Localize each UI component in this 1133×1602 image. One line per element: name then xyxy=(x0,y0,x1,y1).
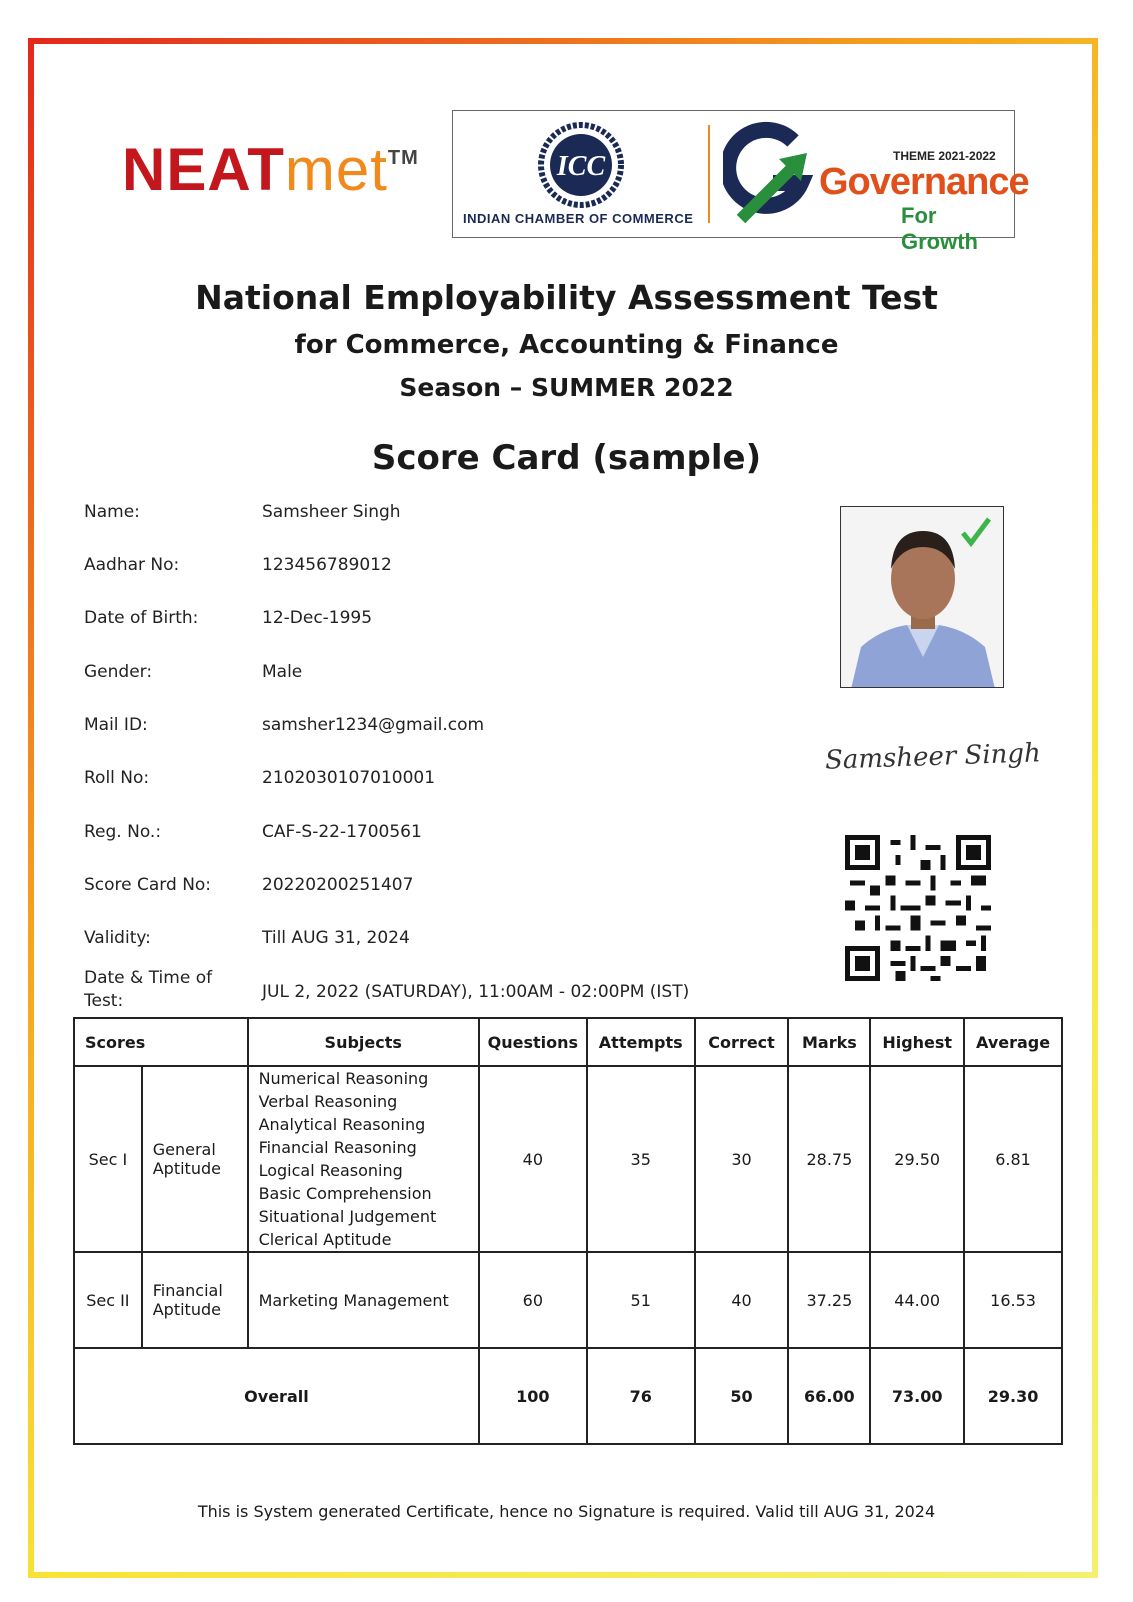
icc-emblem-icon xyxy=(537,121,625,209)
section-name: Financial Aptitude xyxy=(142,1252,248,1348)
test-time-label-2: Test: xyxy=(84,991,124,1011)
subject-item: Analytical Reasoning xyxy=(258,1115,426,1134)
subject-list xyxy=(248,1066,479,1252)
marks-cell: 28.75 xyxy=(788,1066,870,1252)
logo-part-neat: NEAT xyxy=(122,136,285,203)
page-title: National Employability Assessment Test xyxy=(195,278,938,317)
overall-attempts: 76 xyxy=(587,1348,695,1444)
scorecard-no-value: 20220200251407 xyxy=(262,875,414,895)
table-row xyxy=(74,1066,1062,1252)
roll-value: 2102030107010001 xyxy=(262,768,436,788)
logo-part-met: met xyxy=(284,136,388,203)
overall-questions: 100 xyxy=(479,1348,587,1444)
header-marks: Marks xyxy=(788,1018,870,1066)
mail-label: Mail ID: xyxy=(84,715,148,735)
header-highest: Highest xyxy=(870,1018,964,1066)
subject-item: Clerical Aptitude xyxy=(258,1230,392,1249)
header-scores: Scores xyxy=(74,1018,248,1066)
table-header-row xyxy=(74,1018,1062,1066)
section-name: General Aptitude xyxy=(142,1066,248,1252)
subject-item: Verbal Reasoning xyxy=(258,1092,398,1111)
candidate-signature: Samsheer Singh xyxy=(824,738,1042,776)
governance-label: Governance xyxy=(819,161,1029,203)
governance-g-arrow-icon xyxy=(723,119,817,227)
subject-item: Basic Comprehension xyxy=(258,1184,432,1203)
header-questions: Questions xyxy=(479,1018,587,1066)
questions-cell: 40 xyxy=(479,1066,587,1252)
overall-row xyxy=(74,1348,1062,1444)
overall-highest: 73.00 xyxy=(870,1348,964,1444)
icc-name: INDIAN CHAMBER OF COMMERCE xyxy=(463,211,694,226)
subject-item: Marketing Management xyxy=(258,1290,449,1310)
header-average: Average xyxy=(964,1018,1062,1066)
score-table xyxy=(73,1017,1063,1445)
for-growth-label: For Growth xyxy=(901,203,978,254)
section-id: Sec I xyxy=(74,1066,142,1252)
scorecard-no-label: Score Card No: xyxy=(84,875,212,895)
footer-note: This is System generated Certificate, hence no Signature is required. Valid till AUG 31, 2024 xyxy=(197,1502,936,1521)
subject-item: Logical Reasoning xyxy=(258,1161,403,1180)
header-subjects: Subjects xyxy=(248,1018,479,1066)
gender-label: Gender: xyxy=(84,662,153,682)
overall-label: Overall xyxy=(74,1348,479,1444)
header-correct: Correct xyxy=(695,1018,789,1066)
correct-cell: 30 xyxy=(695,1066,789,1252)
subject-item: Situational Judgement xyxy=(258,1207,437,1226)
partner-logo-box xyxy=(452,110,1029,254)
mail-value: samsher1234@gmail.com xyxy=(262,715,485,735)
section-id: Sec II xyxy=(74,1252,142,1348)
qr-code-icon xyxy=(845,835,991,981)
aadhar-label: Aadhar No: xyxy=(84,555,180,575)
page-subtitle: for Commerce, Accounting & Finance xyxy=(294,330,839,360)
marks-cell: 37.25 xyxy=(788,1252,870,1348)
aadhar-value: 123456789012 xyxy=(262,555,392,575)
subject-item: Numerical Reasoning xyxy=(258,1069,429,1088)
icc-emblem-text: ICC xyxy=(556,151,606,182)
partner-divider xyxy=(708,125,710,223)
overall-marks: 66.00 xyxy=(788,1348,870,1444)
dob-label: Date of Birth: xyxy=(84,608,199,628)
questions-cell: 60 xyxy=(479,1252,587,1348)
header-attempts: Attempts xyxy=(587,1018,695,1066)
gender-value: Male xyxy=(262,662,303,682)
highest-cell: 44.00 xyxy=(870,1252,964,1348)
name-value: Samsheer Singh xyxy=(262,502,401,522)
average-cell: 6.81 xyxy=(964,1066,1062,1252)
highest-cell: 29.50 xyxy=(870,1066,964,1252)
candidate-photo xyxy=(840,506,1004,688)
theme-label: THEME 2021-2022 xyxy=(893,149,996,163)
reg-label: Reg. No.: xyxy=(84,822,162,842)
roll-label: Roll No: xyxy=(84,768,150,788)
person-photo-icon xyxy=(841,507,1004,688)
table-row xyxy=(74,1252,1062,1348)
correct-cell: 40 xyxy=(695,1252,789,1348)
attempts-cell: 51 xyxy=(587,1252,695,1348)
logo-trademark: TM xyxy=(387,147,419,169)
scorecard-heading: Score Card (sample) xyxy=(371,438,762,478)
subject-item: Financial Reasoning xyxy=(258,1138,417,1157)
neatmet-logo xyxy=(122,136,419,203)
reg-value: CAF-S-22-1700561 xyxy=(262,822,422,842)
test-time-label-1: Date & Time of xyxy=(84,968,213,988)
name-label: Name: xyxy=(84,502,140,522)
test-time-value: JUL 2, 2022 (SATURDAY), 11:00AM - 02:00PM (IST) xyxy=(262,982,690,1002)
season-label: Season – SUMMER 2022 xyxy=(399,373,734,402)
validity-value: Till AUG 31, 2024 xyxy=(262,928,410,948)
dob-value: 12-Dec-1995 xyxy=(262,608,373,628)
attempts-cell: 35 xyxy=(587,1066,695,1252)
overall-correct: 50 xyxy=(695,1348,789,1444)
validity-label: Validity: xyxy=(84,928,151,948)
average-cell: 16.53 xyxy=(964,1252,1062,1348)
overall-average: 29.30 xyxy=(964,1348,1062,1444)
subject-list xyxy=(248,1252,479,1348)
